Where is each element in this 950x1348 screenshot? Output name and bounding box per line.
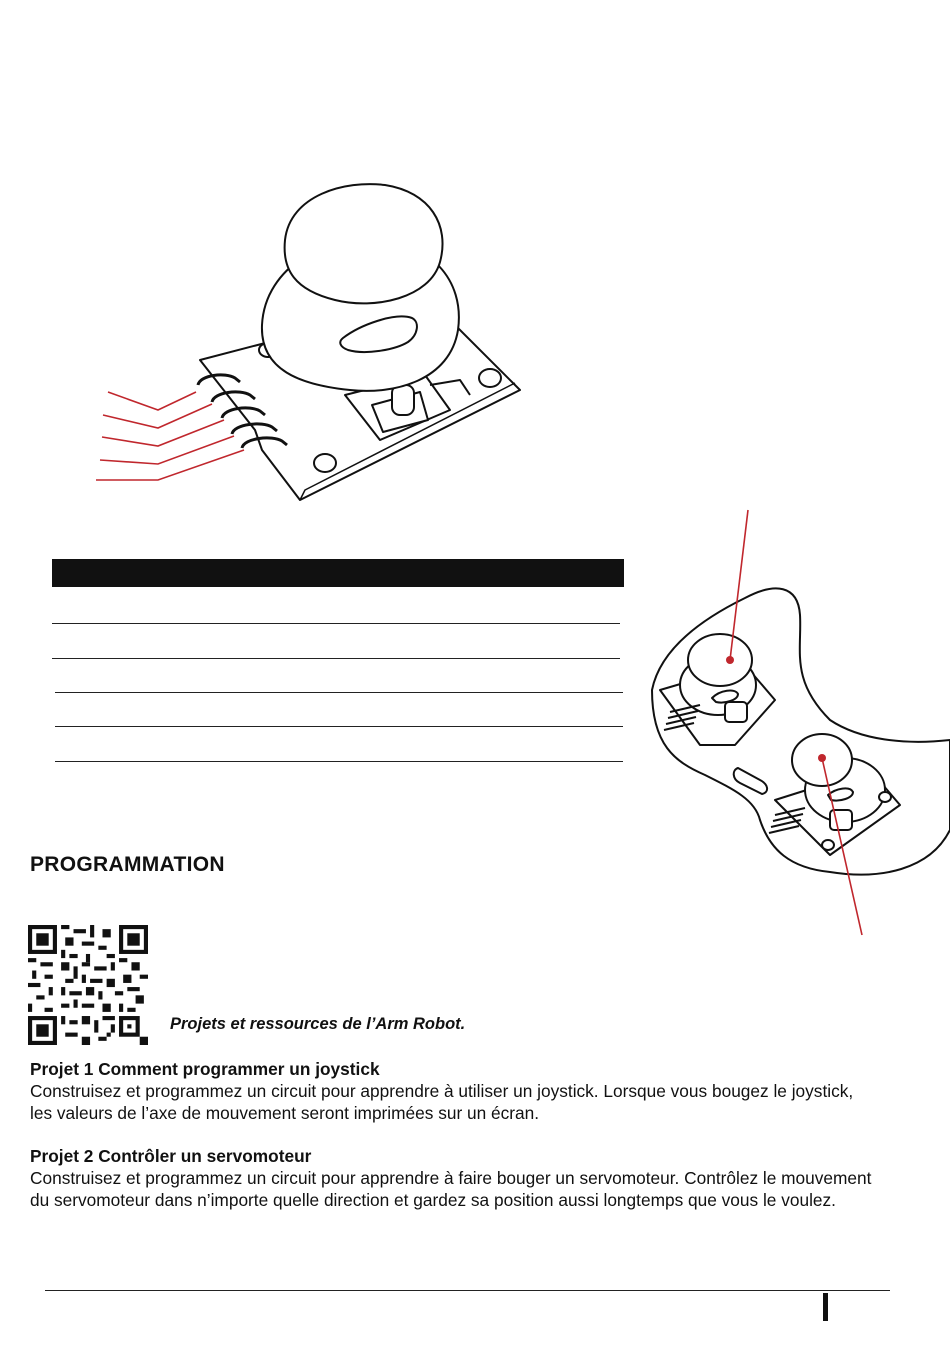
page-marker xyxy=(823,1293,828,1321)
project-1-title: Projet 1 Comment programmer un joystick xyxy=(30,1059,380,1079)
project-2-body: Construisez et programmez un circuit pour apprendre à faire bouger un servomoteur. Contrôlez le mouvement du servomoteur dans n’importe quelle direction et gardez sa position aussi longtemps que vous le voulez. xyxy=(30,1168,872,1210)
project-2-title: Projet 2 Contrôler un servomoteur xyxy=(30,1146,312,1166)
pin-table-row-rule xyxy=(55,761,623,762)
pin-table-row-rule xyxy=(55,692,623,693)
qr-caption: Projets et ressources de l’Arm Robot. xyxy=(170,1015,466,1033)
project-1 xyxy=(30,1058,880,1124)
pin-table-row-rule xyxy=(55,726,623,727)
section-title: PROGRAMMATION xyxy=(30,853,225,876)
project-1-body: Construisez et programmez un circuit pour apprendre à utiliser un joystick. Lorsque vous bougez le joystick, les valeurs de l’axe de mouvement seront imprimées sur un écran. xyxy=(30,1081,854,1123)
footer-rule xyxy=(45,1290,890,1291)
pin-table-header xyxy=(52,559,624,587)
project-2 xyxy=(30,1145,880,1211)
pin-table-row-rule xyxy=(52,658,620,659)
pin-table-row-rule xyxy=(52,623,620,624)
qr-code-icon[interactable] xyxy=(28,925,148,1045)
